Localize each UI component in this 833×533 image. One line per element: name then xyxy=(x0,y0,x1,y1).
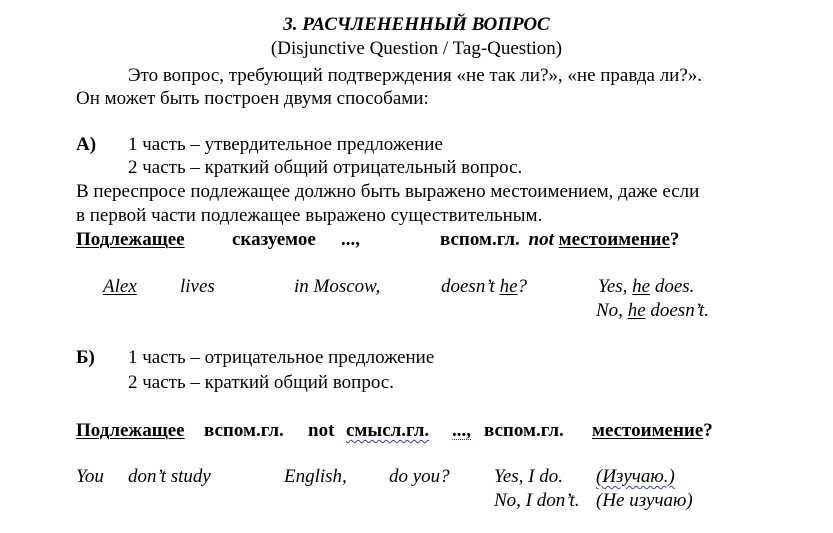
example-b-yes-gloss: (Изучаю.) xyxy=(596,466,675,487)
pattern-b-dots: ..., xyxy=(452,420,471,441)
pattern-b-main-verb: смысл.гл. xyxy=(346,420,430,441)
section-a-marker: А) xyxy=(76,134,97,155)
pattern-a-dots: ..., xyxy=(341,229,360,250)
pattern-b-qmark: ? xyxy=(703,420,713,441)
example-b-subject: You xyxy=(76,466,104,487)
example-b-object: English, xyxy=(284,466,347,487)
example-b-no-gloss: (Не изучаю) xyxy=(596,490,693,511)
example-b-no: No, I don’t. xyxy=(494,490,580,511)
example-a-tag xyxy=(441,277,527,296)
pattern-a-not: not xyxy=(528,229,554,250)
pattern-a-qmark: ? xyxy=(669,229,680,250)
example-a-no-post: doesn’t. xyxy=(645,300,709,321)
example-a-yes xyxy=(598,277,694,296)
example-a-verb: lives xyxy=(180,276,215,297)
intro-line-2: Он может быть построен двумя способами: xyxy=(76,88,429,109)
example-a-no xyxy=(596,301,709,320)
example-a-no-pre: No, xyxy=(596,300,628,321)
pattern-b-aux2: вспом.гл. xyxy=(484,420,564,441)
example-a-yes-post: does. xyxy=(650,276,695,297)
pattern-b-tail xyxy=(592,421,713,440)
example-a-yes-pronoun: he xyxy=(632,276,651,297)
pattern-b-aux: вспом.гл. xyxy=(204,420,284,441)
pattern-a-aux: вспом.гл. xyxy=(440,229,520,250)
section-a-note-line-2: в первой части подлежащее выражено существительным. xyxy=(76,205,543,226)
example-a-tag-pronoun: he xyxy=(499,276,518,297)
example-a-place: in Moscow, xyxy=(294,276,381,297)
example-b-yes: Yes, I do. xyxy=(494,466,563,487)
example-b-verb: don’t study xyxy=(128,466,211,487)
section-a-part2: 2 часть – краткий общий отрицательный вопрос. xyxy=(128,157,523,178)
section-a-note-line-1: В переспросе подлежащее должно быть выражено местоимением, даже если xyxy=(76,181,700,202)
pattern-a-subject: Подлежащее xyxy=(76,229,185,250)
section-b-part1: 1 часть – отрицательное предложение xyxy=(128,347,435,368)
example-a-no-pronoun: he xyxy=(627,300,646,321)
example-a-tag-post: ? xyxy=(517,276,528,297)
section-b-marker: Б) xyxy=(76,347,95,368)
pattern-b-subject: Подлежащее xyxy=(76,420,185,441)
section-a-part1: 1 часть – утвердительное предложение xyxy=(128,134,443,155)
page-title: 3. РАСЧЛЕНЕННЫЙ ВОПРОС xyxy=(283,14,550,35)
pattern-a-tag xyxy=(440,230,679,249)
example-a-subject: Alex xyxy=(103,276,137,297)
example-a-tag-pre: doesn’t xyxy=(441,276,500,297)
example-b-tag: do you? xyxy=(389,466,450,487)
pattern-b-not: not xyxy=(308,420,335,441)
pattern-a-predicate: сказуемое xyxy=(232,229,316,250)
page-subtitle: (Disjunctive Question / Tag-Question) xyxy=(270,38,563,59)
intro-line-1: Это вопрос, требующий подтверждения «не так ли?», «не правда ли?». xyxy=(128,65,703,86)
example-a-yes-pre: Yes, xyxy=(598,276,633,297)
section-b-part2: 2 часть – краткий общий вопрос. xyxy=(128,372,394,393)
pattern-a-pronoun: местоимение xyxy=(558,229,670,250)
pattern-b-pronoun: местоимение xyxy=(592,420,704,441)
